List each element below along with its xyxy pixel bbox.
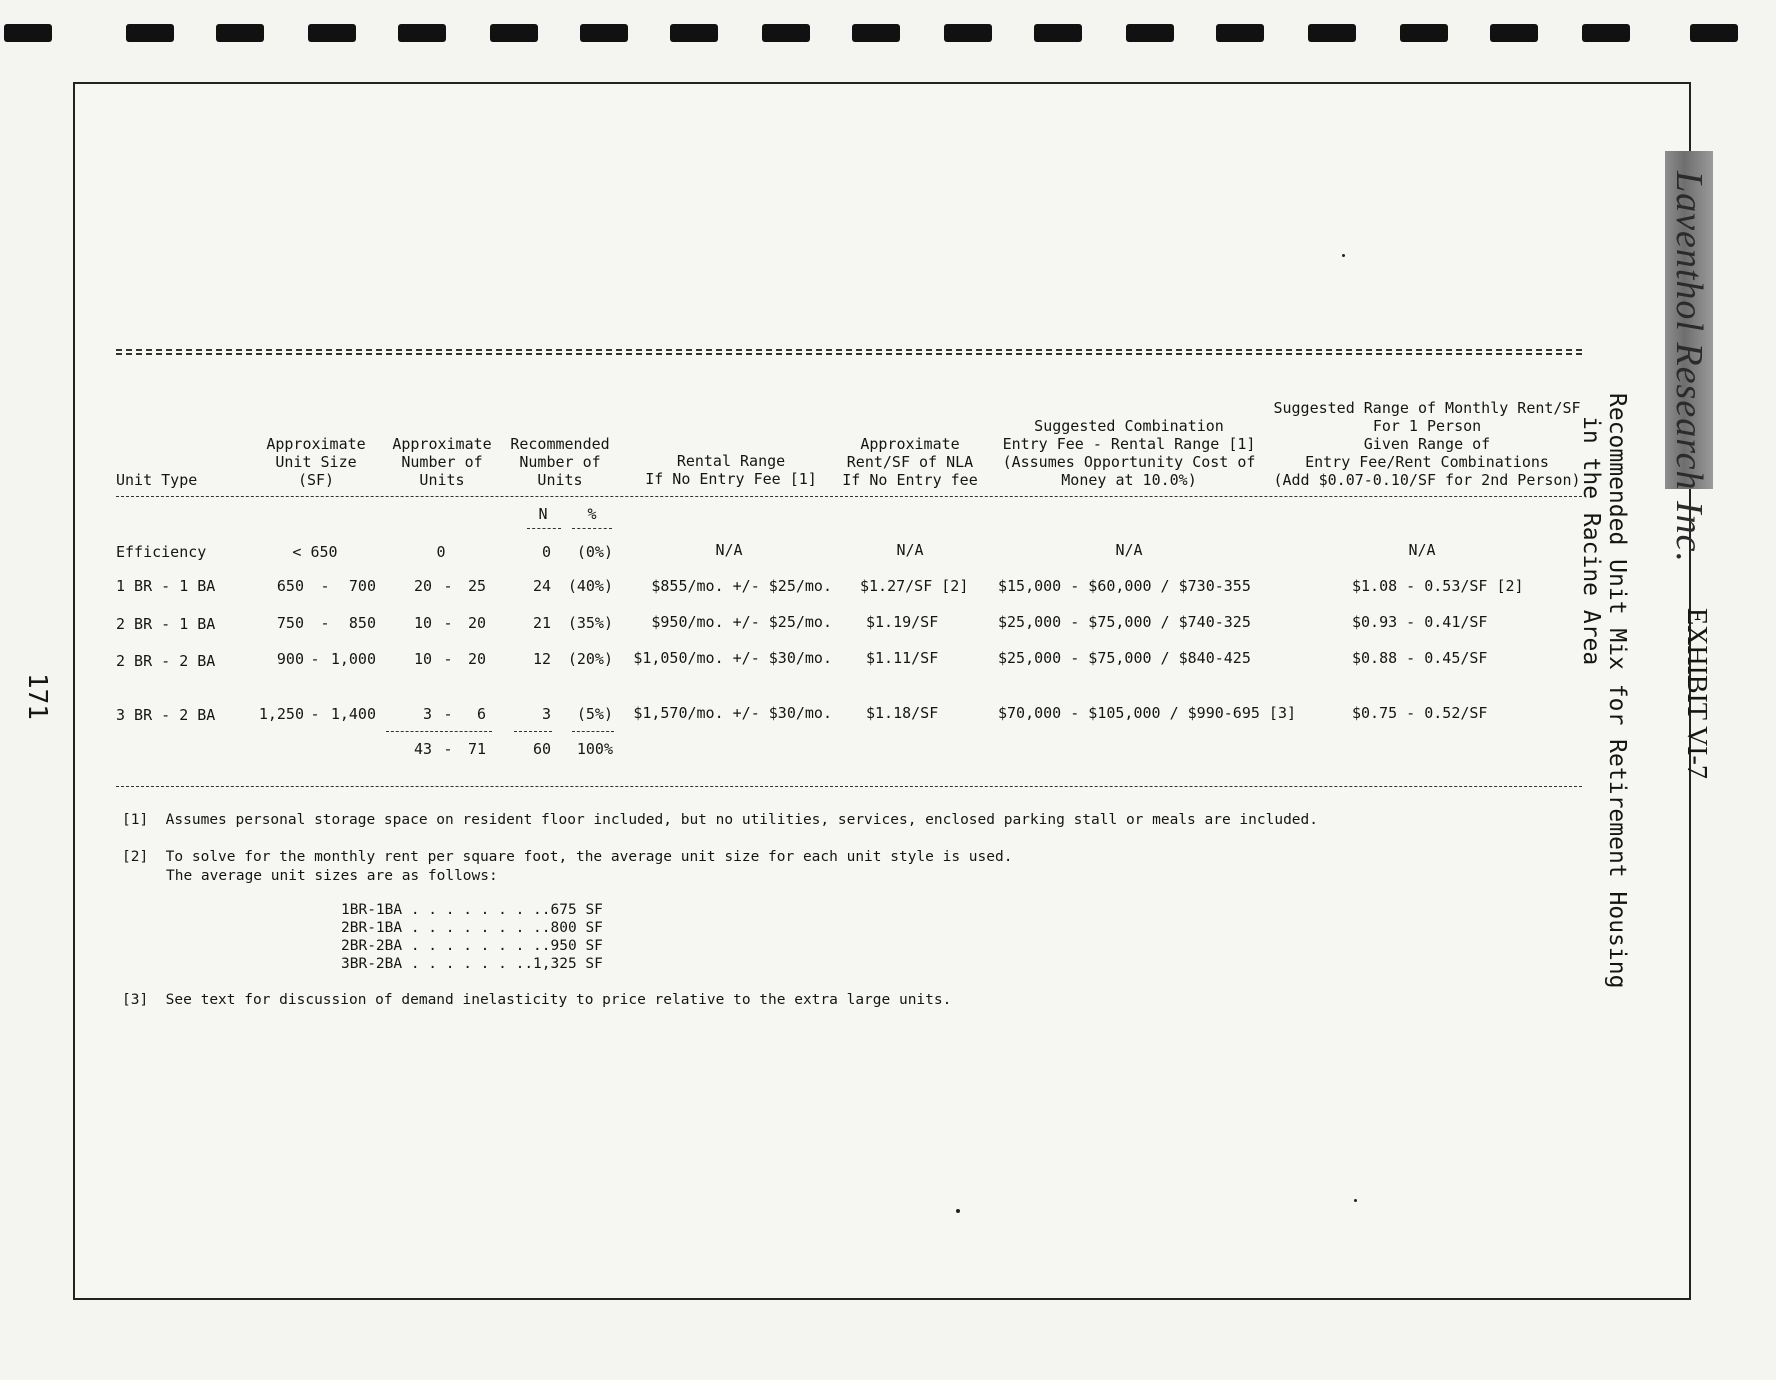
- cell-size-to: 700: [348, 577, 376, 595]
- cell-n: 21: [532, 614, 551, 632]
- header-rental-range: [626, 452, 836, 488]
- header-line: Rent/SF of NLA: [846, 453, 974, 471]
- cell-rent-sf: $1.18/SF: [866, 704, 939, 722]
- header-bottom-rule: [116, 496, 1582, 497]
- perforation-hole: [944, 24, 992, 42]
- cell-pct: (5%): [576, 705, 613, 723]
- cell-size-dash: -: [320, 614, 330, 632]
- total-units-rule: [386, 731, 492, 732]
- table-top-rule: [116, 349, 1582, 355]
- header-line: Recommended: [510, 435, 610, 453]
- header-line: If No Entry fee: [842, 471, 978, 489]
- avg-value: .950 SF: [541, 938, 603, 954]
- header-line: Entry Fee - Rental Range [1]: [1002, 435, 1256, 453]
- perforation-hole: [1034, 24, 1082, 42]
- cell-size-to: 850: [348, 614, 376, 632]
- perforation-hole: [4, 24, 52, 42]
- cell-units-from: 0: [436, 543, 446, 561]
- perforation-hole: [1400, 24, 1448, 42]
- page-frame: [73, 82, 1691, 1300]
- list-item: [341, 901, 603, 919]
- cell-size-from: 900: [276, 650, 304, 668]
- cell-monthly-rent-sf: $1.08 - 0.53/SF [2]: [1352, 577, 1524, 595]
- subheader-n: N: [538, 505, 548, 523]
- perforation-hole: [852, 24, 900, 42]
- cell-monthly-rent-sf: $0.75 - 0.52/SF: [1352, 704, 1488, 722]
- total-units-from: 43: [413, 740, 432, 758]
- perforation-hole: [126, 24, 174, 42]
- perforation-hole: [670, 24, 718, 42]
- cell-units-from: 10: [413, 614, 432, 632]
- footnote-text: To solve for the monthly rent per square foot, the average unit size for each unit style is used.: [165, 849, 1013, 865]
- cell-units-dash: -: [443, 650, 453, 668]
- perforation-hole: [1308, 24, 1356, 42]
- cell-size-to: 1,000: [330, 650, 376, 668]
- cell-units-to: 25: [467, 577, 486, 595]
- cell-units-to: 6: [476, 705, 486, 723]
- cell-rental-range: $855/mo. +/- $25/mo.: [651, 577, 832, 595]
- header-line: If No Entry Fee [1]: [645, 470, 817, 488]
- cell-monthly-rent-sf: $0.93 - 0.41/SF: [1352, 613, 1488, 631]
- page-number: 171: [22, 673, 52, 720]
- subheader-pct: %: [587, 505, 597, 523]
- avg-label: 2BR-2BA: [341, 938, 403, 954]
- header-unit-type: [116, 471, 197, 489]
- avg-value: .1,325 SF: [524, 956, 603, 972]
- header-line: Units: [537, 471, 583, 489]
- cell-rental-range: $1,050/mo. +/- $30/mo.: [633, 649, 832, 667]
- list-item: [341, 955, 603, 973]
- footnote-3: [122, 991, 951, 1010]
- cell-size-dash: -: [320, 577, 330, 595]
- cell-pct: (35%): [567, 614, 613, 632]
- page-title-line2: in the Racine Area: [1578, 416, 1604, 666]
- cell-size-dash: -: [310, 705, 320, 723]
- scan-speck: [1354, 1199, 1357, 1202]
- header-line: Number of: [519, 453, 601, 471]
- perforation-hole: [490, 24, 538, 42]
- header-rent-sf: [830, 435, 990, 489]
- header-line: Approximate: [860, 435, 960, 453]
- subheader-pct-rule: [572, 528, 612, 529]
- header-line: For 1 Person: [1372, 417, 1482, 435]
- company-logo-text: Laventhol Research Inc.: [1668, 171, 1710, 563]
- header-line: Rental Range: [676, 452, 786, 470]
- cell-units-dash: -: [443, 614, 453, 632]
- cell-combination: $25,000 - $75,000 / $840-425: [998, 649, 1251, 667]
- perforation-hole: [1490, 24, 1538, 42]
- cell-size-dash: -: [310, 650, 320, 668]
- footnote-1: [122, 811, 1318, 830]
- header-line: Unit Size: [275, 453, 357, 471]
- perforation-hole: [398, 24, 446, 42]
- header-line: Suggested Range of Monthly Rent/SF: [1273, 399, 1581, 417]
- header-line: Approximate: [392, 435, 492, 453]
- header-line: Given Range of: [1363, 435, 1491, 453]
- cell-units-dash: -: [443, 705, 453, 723]
- perforation-hole: [308, 24, 356, 42]
- exhibit-label: EXHIBIT VI-7: [1681, 608, 1712, 779]
- avg-value: .675 SF: [541, 902, 603, 918]
- subheader-n-rule: [527, 528, 561, 529]
- header-line: (Add $0.07-0.10/SF for 2nd Person): [1273, 471, 1581, 489]
- cell-n: 24: [532, 577, 551, 595]
- header-line: (SF): [297, 471, 335, 489]
- header-rec-units: [502, 435, 618, 489]
- header-line: Approximate: [266, 435, 366, 453]
- avg-label: 1BR-1BA: [341, 902, 403, 918]
- perforation-hole: [1126, 24, 1174, 42]
- footnote-text: See text for discussion of demand inelasticity to price relative to the extra large units.: [165, 992, 952, 1008]
- cell-combination: N/A: [1115, 541, 1143, 559]
- cell-n: 3: [541, 705, 551, 723]
- perforation-hole: [580, 24, 628, 42]
- cell-rent-sf: N/A: [896, 541, 924, 559]
- cell-unit-type: 1 BR - 1 BA: [116, 577, 216, 595]
- header-unit-size: [246, 435, 386, 489]
- cell-pct: (40%): [567, 577, 613, 595]
- cell-unit-type: 2 BR - 1 BA: [116, 615, 216, 633]
- footnote-2-continuation: The average unit sizes are as follows:: [166, 868, 498, 884]
- table-bottom-rule: [116, 786, 1582, 787]
- header-line: Units: [419, 471, 465, 489]
- cell-rent-sf: $1.11/SF: [866, 649, 939, 667]
- header-unit-type-label: Unit Type: [116, 471, 198, 489]
- footnote-2: [122, 848, 1012, 867]
- footnote-marker: [1]: [122, 812, 149, 828]
- header-num-units: [380, 435, 504, 489]
- cell-rental-range: $950/mo. +/- $25/mo.: [651, 613, 832, 631]
- cell-monthly-rent-sf: N/A: [1408, 541, 1436, 559]
- avg-leader: . . . . . . . .: [402, 902, 542, 918]
- cell-units-dash: -: [443, 577, 453, 595]
- cell-n: 0: [541, 543, 551, 561]
- header-combination: [992, 417, 1266, 489]
- header-line: Suggested Combination: [1034, 417, 1224, 435]
- cell-combination: $25,000 - $75,000 / $740-325: [998, 613, 1251, 631]
- header-line: Money at 10.0%): [1061, 471, 1197, 489]
- cell-rent-sf: $1.19/SF: [866, 613, 939, 631]
- cell-units-from: 20: [413, 577, 432, 595]
- total-units-to: 71: [467, 740, 486, 758]
- perforation-hole: [762, 24, 810, 42]
- footnote-marker: [2]: [122, 849, 149, 865]
- total-pct: 100%: [576, 740, 613, 758]
- cell-combination: $15,000 - $60,000 / $730-355: [998, 577, 1251, 595]
- avg-leader: . . . . . . . .: [402, 938, 542, 954]
- page-title-line1: Recommended Unit Mix for Retirement Housing: [1604, 393, 1630, 989]
- perforation-hole: [216, 24, 264, 42]
- perforation-hole: [1582, 24, 1630, 42]
- total-n: 60: [532, 740, 551, 758]
- total-n-rule: [514, 731, 552, 732]
- cell-n: 12: [532, 650, 551, 668]
- cell-unit-type: Efficiency: [116, 543, 207, 561]
- cell-unit-type: 3 BR - 2 BA: [116, 706, 216, 724]
- cell-rental-range: $1,570/mo. +/- $30/mo.: [633, 704, 832, 722]
- scan-speck: [1342, 254, 1345, 257]
- cell-units-from: 10: [413, 650, 432, 668]
- cell-size-from: < 650: [292, 543, 338, 561]
- cell-size-to: 1,400: [330, 705, 376, 723]
- cell-units-to: 20: [467, 650, 486, 668]
- avg-label: 2BR-1BA: [341, 920, 403, 936]
- header-monthly-rent-sf: [1264, 399, 1590, 489]
- cell-combination: $70,000 - $105,000 / $990-695 [3]: [998, 704, 1297, 722]
- cell-units-to: 20: [467, 614, 486, 632]
- cell-unit-type: 2 BR - 2 BA: [116, 652, 216, 670]
- cell-units-from: 3: [422, 705, 432, 723]
- total-units-dash: -: [443, 740, 453, 758]
- header-line: Number of: [401, 453, 483, 471]
- cell-pct: (20%): [567, 650, 613, 668]
- cell-monthly-rent-sf: $0.88 - 0.45/SF: [1352, 649, 1488, 667]
- avg-leader: . . . . . . . .: [402, 920, 542, 936]
- company-logo-strip: [1665, 151, 1713, 563]
- total-pct-rule: [572, 731, 614, 732]
- header-line: (Assumes Opportunity Cost of: [1002, 453, 1256, 471]
- avg-label: 3BR-2BA: [341, 956, 403, 972]
- scan-speck: [956, 1209, 960, 1213]
- cell-rental-range: N/A: [715, 541, 743, 559]
- perforation-hole: [1690, 24, 1738, 42]
- avg-value: .800 SF: [541, 920, 603, 936]
- cell-rent-sf: $1.27/SF [2]: [860, 577, 969, 595]
- cell-pct: (0%): [576, 543, 613, 561]
- list-item: [341, 919, 603, 937]
- cell-size-from: 750: [276, 614, 304, 632]
- cell-size-from: 650: [276, 577, 304, 595]
- list-item: [341, 937, 603, 955]
- cell-size-from: 1,250: [258, 705, 304, 723]
- perforation-hole: [1216, 24, 1264, 42]
- avg-leader: . . . . . . .: [402, 956, 525, 972]
- footnote-marker: [3]: [122, 992, 149, 1008]
- header-line: Entry Fee/Rent Combinations: [1305, 453, 1549, 471]
- footnote-text: Assumes personal storage space on resident floor included, but no utilities, services, enclosed parking stall or meals are included.: [165, 812, 1318, 828]
